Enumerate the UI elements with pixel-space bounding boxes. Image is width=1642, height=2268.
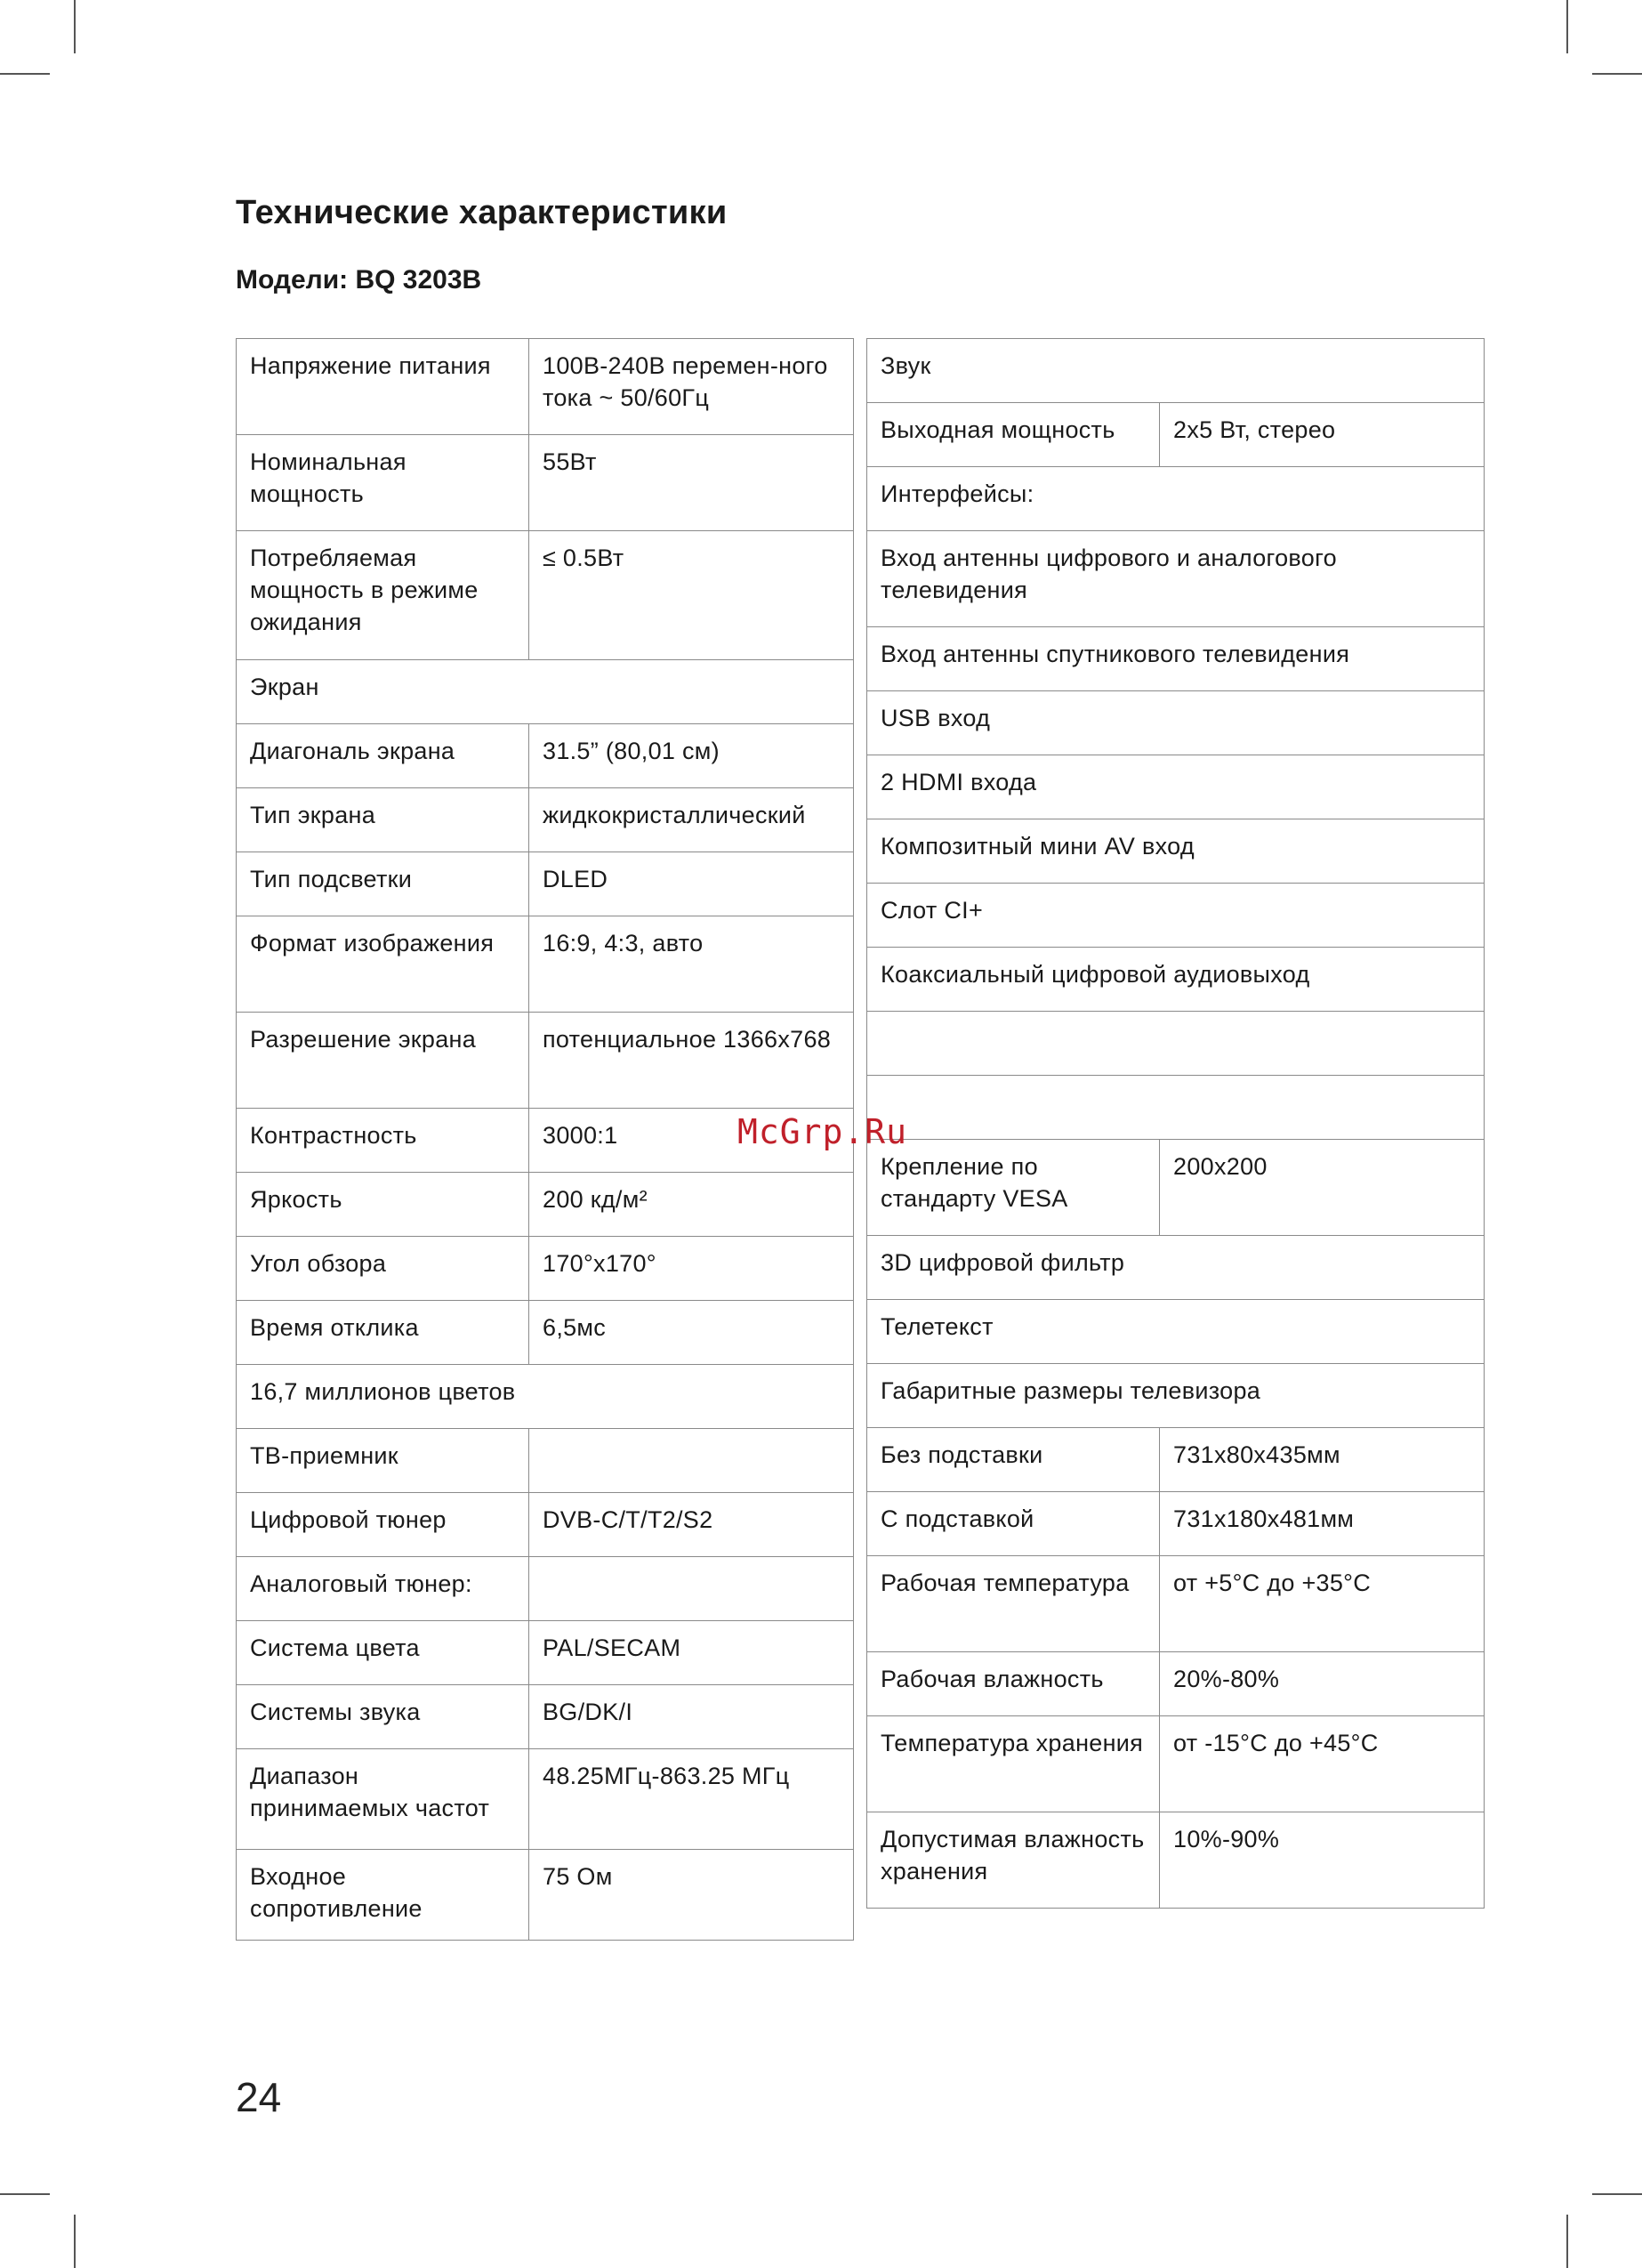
spec-label: Яркость	[237, 1173, 529, 1237]
spec-row	[867, 1236, 1485, 1300]
spec-label: Диапазон принимаемых частот	[237, 1749, 529, 1850]
spec-row	[867, 1364, 1485, 1428]
crop-mark-top-right-vertical	[1566, 0, 1568, 53]
model-subtitle: Модели: BQ 3203B	[236, 265, 482, 295]
spec-row	[867, 1492, 1485, 1556]
spec-row	[237, 1173, 854, 1237]
spec-value: 20%-80%	[1160, 1652, 1485, 1716]
spec-value: от -15°С до +45°С	[1160, 1716, 1485, 1812]
spec-value: ≤ 0.5Вт	[529, 531, 854, 660]
spec-value: PAL/SECAM	[529, 1621, 854, 1685]
spec-label: Угол обзора	[237, 1237, 529, 1301]
spec-label: Потребляемая мощность в режиме ожидания	[237, 531, 529, 660]
crop-mark-bottom-left-vertical	[74, 2215, 76, 2268]
spec-section-label	[867, 1012, 1485, 1076]
spec-section-label: 16,7 миллионов цветов	[237, 1365, 854, 1429]
spec-label: Температура хранения	[867, 1716, 1160, 1812]
spec-value: 731x80x435мм	[1160, 1428, 1485, 1492]
spec-row	[867, 948, 1485, 1012]
spec-row	[237, 788, 854, 852]
spec-value: 31.5” (80,01 см)	[529, 724, 854, 788]
crop-mark-bottom-left-horizontal	[0, 2193, 50, 2195]
spec-value	[529, 1429, 854, 1493]
spec-value: 16:9, 4:3, авто	[529, 916, 854, 1013]
spec-row	[237, 1685, 854, 1749]
spec-label: Время отклика	[237, 1301, 529, 1365]
spec-row	[867, 819, 1485, 884]
spec-value: 48.25МГц-863.25 МГц	[529, 1749, 854, 1850]
spec-row	[237, 660, 854, 724]
spec-row	[237, 1621, 854, 1685]
spec-row	[867, 1556, 1485, 1652]
crop-mark-top-left-horizontal	[0, 73, 50, 75]
spec-row	[237, 1557, 854, 1621]
crop-mark-top-left-vertical	[74, 0, 76, 53]
spec-value: 170°x170°	[529, 1237, 854, 1301]
spec-section-label: Вход антенны спутникового телевидения	[867, 627, 1485, 691]
spec-value: 100В-240В перемен-ного тока ~ 50/60Гц	[529, 339, 854, 435]
spec-row	[867, 691, 1485, 755]
spec-value: DLED	[529, 852, 854, 916]
spec-row	[237, 1237, 854, 1301]
spec-value: 3000:1	[529, 1109, 854, 1173]
spec-label: Номинальная мощность	[237, 435, 529, 531]
spec-row	[867, 627, 1485, 691]
spec-value: DVB-C/T/T2/S2	[529, 1493, 854, 1557]
spec-value: 75 Ом	[529, 1850, 854, 1941]
spec-row	[237, 1013, 854, 1109]
spec-label: Системы звука	[237, 1685, 529, 1749]
page-title: Технические характеристики	[236, 194, 728, 231]
spec-row	[237, 339, 854, 435]
spec-label: Формат изображения	[237, 916, 529, 1013]
spec-row	[867, 1652, 1485, 1716]
spec-label: Тип экрана	[237, 788, 529, 852]
spec-row	[237, 1749, 854, 1850]
crop-mark-top-right-horizontal	[1592, 73, 1642, 75]
spec-row	[867, 339, 1485, 403]
spec-row	[237, 724, 854, 788]
spec-label: Аналоговый тюнер:	[237, 1557, 529, 1621]
spec-label: Диагональ экрана	[237, 724, 529, 788]
spec-label: Входное сопротивление	[237, 1850, 529, 1941]
spec-label: Разрешение экрана	[237, 1013, 529, 1109]
spec-row	[867, 467, 1485, 531]
spec-label: Выходная мощность	[867, 403, 1160, 467]
spec-row	[867, 884, 1485, 948]
spec-table-right-body	[867, 339, 1485, 1909]
spec-label: Напряжение питания	[237, 339, 529, 435]
spec-value: 55Вт	[529, 435, 854, 531]
spec-value: 731x180x481мм	[1160, 1492, 1485, 1556]
spec-row	[237, 1365, 854, 1429]
spec-row	[237, 1850, 854, 1941]
spec-value: 200 кд/м²	[529, 1173, 854, 1237]
spec-row	[237, 435, 854, 531]
spec-row	[867, 1428, 1485, 1492]
spec-row	[867, 1012, 1485, 1076]
spec-row	[867, 1300, 1485, 1364]
spec-row	[237, 1493, 854, 1557]
spec-label: Контрастность	[237, 1109, 529, 1173]
spec-label: ТВ-приемник	[237, 1429, 529, 1493]
spec-value	[529, 1557, 854, 1621]
spec-section-label: 2 HDMI входа	[867, 755, 1485, 819]
spec-label: Крепление по стандарту VESA	[867, 1140, 1160, 1236]
spec-section-label: Вход антенны цифрового и аналогового телевидения	[867, 531, 1485, 627]
spec-section-label: Слот CI+	[867, 884, 1485, 948]
spec-row	[867, 755, 1485, 819]
spec-label: Цифровой тюнер	[237, 1493, 529, 1557]
crop-mark-bottom-right-vertical	[1566, 2215, 1568, 2268]
spec-section-label: Экран	[237, 660, 854, 724]
spec-value: BG/DK/I	[529, 1685, 854, 1749]
spec-section-label	[867, 1076, 1485, 1140]
spec-value: 10%-90%	[1160, 1812, 1485, 1909]
spec-label: Без подставки	[867, 1428, 1160, 1492]
spec-row	[237, 1429, 854, 1493]
spec-table-right	[866, 338, 1485, 1909]
page-number: 24	[236, 2074, 282, 2120]
spec-section-label: Интерфейсы:	[867, 467, 1485, 531]
spec-value: 200x200	[1160, 1140, 1485, 1236]
spec-label: Рабочая влажность	[867, 1652, 1160, 1716]
spec-row	[237, 916, 854, 1013]
watermark: McGrp.Ru	[737, 1112, 908, 1151]
spec-row	[867, 1076, 1485, 1140]
spec-section-label: Телетекст	[867, 1300, 1485, 1364]
spec-section-label: USB вход	[867, 691, 1485, 755]
spec-section-label: Композитный мини AV вход	[867, 819, 1485, 884]
spec-row	[237, 531, 854, 660]
spec-label: Рабочая температура	[867, 1556, 1160, 1652]
spec-row	[867, 403, 1485, 467]
spec-row	[867, 1716, 1485, 1812]
spec-row	[237, 852, 854, 916]
spec-row	[237, 1301, 854, 1365]
spec-label: Система цвета	[237, 1621, 529, 1685]
crop-mark-bottom-right-horizontal	[1592, 2193, 1642, 2195]
spec-value: 2x5 Вт, стерео	[1160, 403, 1485, 467]
spec-section-label: Коаксиальный цифровой аудиовыход	[867, 948, 1485, 1012]
spec-value: потенциальное 1366x768	[529, 1013, 854, 1109]
spec-section-label: Габаритные размеры телевизора	[867, 1364, 1485, 1428]
spec-value: от +5°С до +35°С	[1160, 1556, 1485, 1652]
spec-row	[867, 531, 1485, 627]
spec-section-label: 3D цифровой фильтр	[867, 1236, 1485, 1300]
spec-label: Тип подсветки	[237, 852, 529, 916]
spec-row	[867, 1812, 1485, 1909]
spec-label: Допустимая влажность хранения	[867, 1812, 1160, 1909]
spec-section-label: Звук	[867, 339, 1485, 403]
spec-label: С подставкой	[867, 1492, 1160, 1556]
spec-row	[867, 1140, 1485, 1236]
spec-value: жидкокристаллический	[529, 788, 854, 852]
spec-value: 6,5мс	[529, 1301, 854, 1365]
